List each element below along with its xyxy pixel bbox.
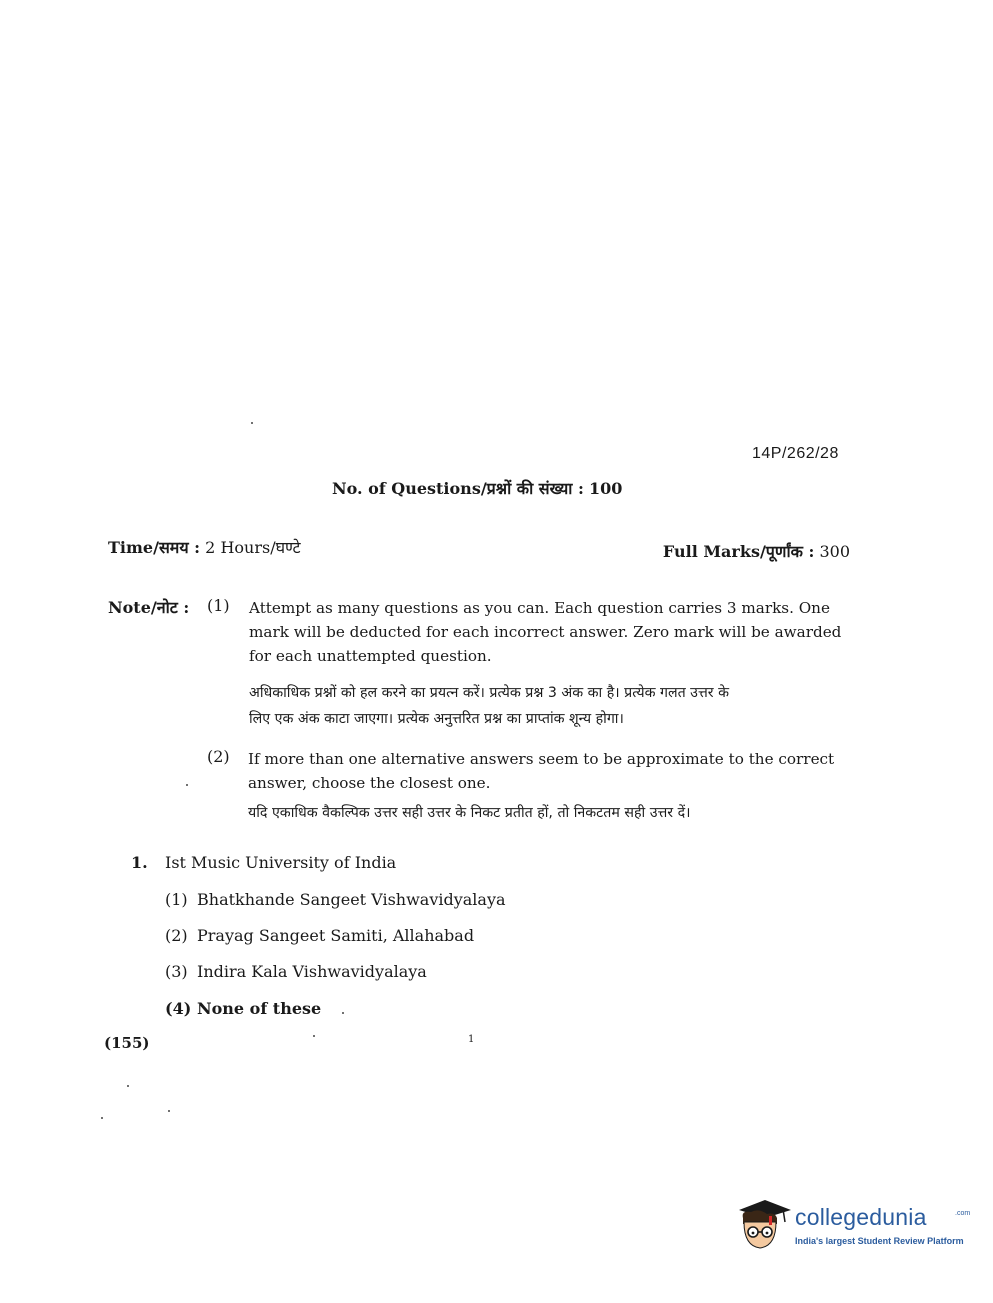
option-text: Bhatkhande Sangeet Vishwavidyalaya <box>197 890 506 909</box>
option-number: (3) <box>165 962 188 981</box>
page-number: 1 <box>468 1034 475 1045</box>
brand-name: collegedunia <box>795 1204 927 1230</box>
scan-speck <box>342 1012 344 1014</box>
brand-domain: .com <box>955 1210 971 1217</box>
mascot-icon <box>735 1196 793 1256</box>
note-label: Note/नोट : <box>108 598 190 617</box>
note-2-number: (2) <box>207 747 230 766</box>
option-4 <box>165 999 321 1018</box>
collegedunia-watermark <box>735 1196 971 1256</box>
number-of-questions <box>332 477 622 499</box>
note-1-english-line: Attempt as many questions as you can. Each question carries 3 marks. One <box>249 599 830 617</box>
option-text: Indira Kala Vishwavidyalaya <box>197 962 427 981</box>
option-2 <box>165 926 474 945</box>
scan-speck <box>251 422 253 424</box>
note-1-english-line: for each unattempted question. <box>249 647 492 665</box>
option-number: (2) <box>165 926 188 945</box>
time-label: Time/समय : <box>108 538 201 557</box>
scan-speck <box>127 1085 129 1087</box>
brand-tagline: India's largest Student Review Platform <box>795 1236 964 1246</box>
scan-speck <box>168 1110 170 1112</box>
note-1-english <box>249 596 849 668</box>
note-1-number: (1) <box>207 596 230 615</box>
note-2-english-line: If more than one alternative answers seem to be approximate to the correct <box>248 750 835 768</box>
option-number: (1) <box>165 890 188 909</box>
paper-code: 14P/262/28 <box>752 445 839 462</box>
questions-label: No. of Questions/प्रश्नों की संख्या : <box>332 479 584 498</box>
marks-label: Full Marks/पूर्णांक : <box>662 542 815 561</box>
option-3 <box>165 962 427 981</box>
option-number: (4) <box>165 999 192 1018</box>
option-text: None of these <box>197 999 322 1018</box>
note-2-hindi-line: यदि एकाधिक वैकल्पिक उत्तर सही उत्तर के निकट प्रतीत हों, तो निकटतम सही उत्तर दें। <box>248 805 691 821</box>
question-number: 1. <box>131 853 148 872</box>
option-text: Prayag Sangeet Samiti, Allahabad <box>197 926 475 945</box>
note-1-hindi-line: लिए एक अंक काटा जाएगा। प्रत्येक अनुत्तरित प्रश्न का प्राप्तांक शून्य होगा। <box>249 711 624 727</box>
time-allowed <box>108 536 301 558</box>
note-2-hindi <box>248 800 848 826</box>
time-value: 2 Hours/घण्टे <box>205 538 301 557</box>
scan-speck <box>101 1117 103 1119</box>
note-2-english-line: answer, choose the closest one. <box>248 774 491 792</box>
note-2-english <box>248 747 848 795</box>
scan-speck <box>313 1035 315 1037</box>
question-text: Ist Music University of India <box>165 853 397 872</box>
option-1 <box>165 890 506 909</box>
marks-value: 300 <box>819 542 850 561</box>
full-marks <box>663 540 850 562</box>
note-1-english-line: mark will be deducted for each incorrect answer. Zero mark will be awarded <box>249 623 842 641</box>
note-1-hindi <box>249 680 849 732</box>
page-code: (155) <box>104 1034 150 1052</box>
questions-value: 100 <box>588 479 623 498</box>
scan-speck <box>186 784 188 786</box>
note-1-hindi-line: अधिकाधिक प्रश्नों को हल करने का प्रयत्न करें। प्रत्येक प्रश्न 3 अंक का है। प्रत्येक गलत उत्तर के <box>249 685 729 701</box>
